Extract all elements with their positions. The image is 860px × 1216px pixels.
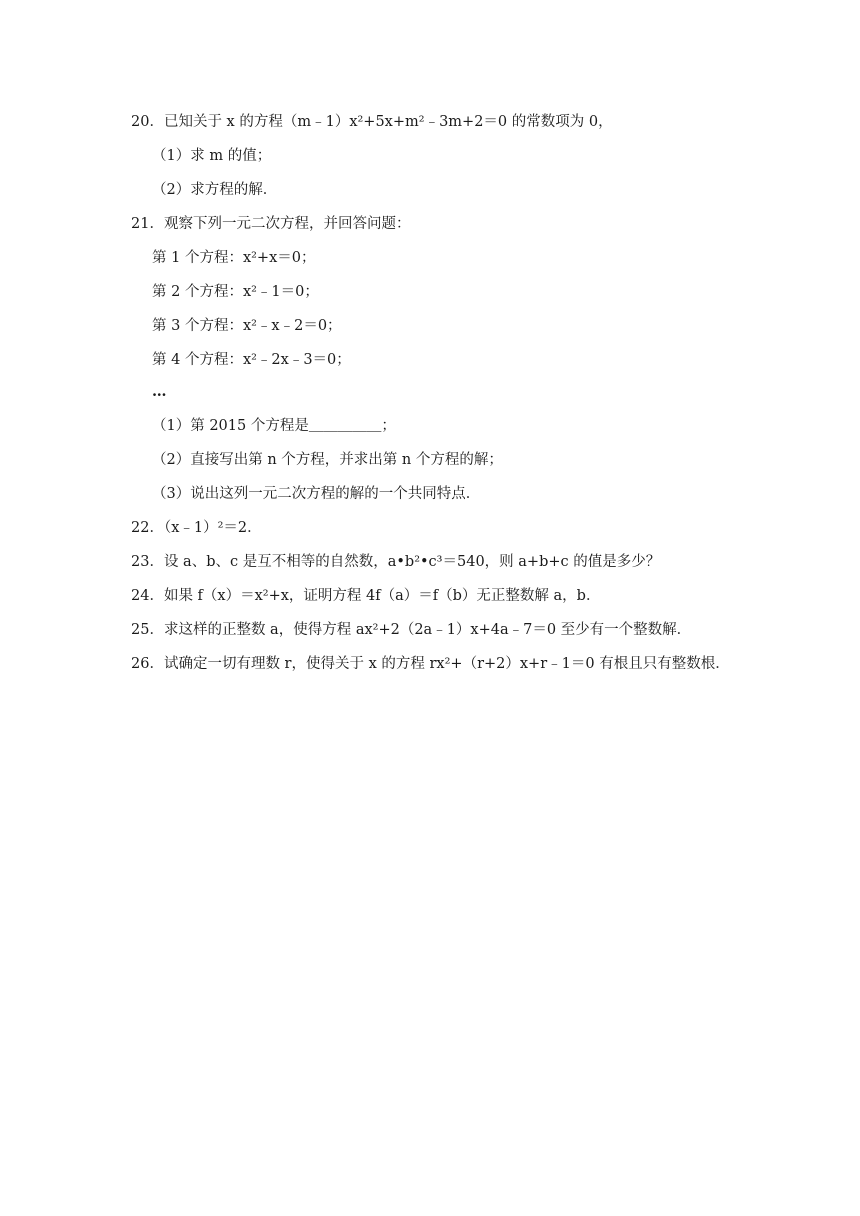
subproblem-line: （3）说出这列一元二次方程的解的一个共同特点． <box>152 486 481 502</box>
problem-line: 22．（x﹣1）²＝2． <box>131 520 262 536</box>
subproblem-line: 第 3 个方程：x²﹣x﹣2＝0； <box>152 318 342 334</box>
subproblem-line: （2）求方程的解． <box>152 182 278 198</box>
subproblem-line: 第 1 个方程：x²+x＝0； <box>152 250 316 266</box>
subproblem-line: … <box>152 383 168 400</box>
problem-line: 26．试确定一切有理数 r，使得关于 x 的方程 rx²+（r+2）x+r﹣1＝0 有根且只有整数根． <box>131 656 730 672</box>
problem-line: 25．求这样的正整数 a，使得方程 ax²+2（2a﹣1）x+4a﹣7＝0 至少有一个整数解． <box>131 622 692 638</box>
subproblem-line: （2）直接写出第 n 个方程，并求出第 n 个方程的解； <box>152 452 503 468</box>
subproblem-line: 第 2 个方程：x²﹣1＝0； <box>152 284 319 300</box>
problem-line: 23．设 a、b、c 是互不相等的自然数，a•b²•c³＝540，则 a+b+c 的值是多少？ <box>131 554 661 570</box>
problem-line: 21．观察下列一元二次方程，并回答问题： <box>131 216 411 232</box>
subproblem-line: （1）求 m 的值； <box>152 148 272 164</box>
subproblem-line: 第 4 个方程：x²﹣2x﹣3＝0； <box>152 352 351 368</box>
problem-line: 24．如果 f（x）＝x²+x，证明方程 4f（a）＝f（b）无正整数解 a，b． <box>131 588 601 604</box>
problem-line: 20．已知关于 x 的方程（m﹣1）x²+5x+m²﹣3m+2＝0 的常数项为 0， <box>131 114 613 130</box>
subproblem-line: （1）第 2015 个方程是＿＿＿＿＿； <box>152 418 396 434</box>
